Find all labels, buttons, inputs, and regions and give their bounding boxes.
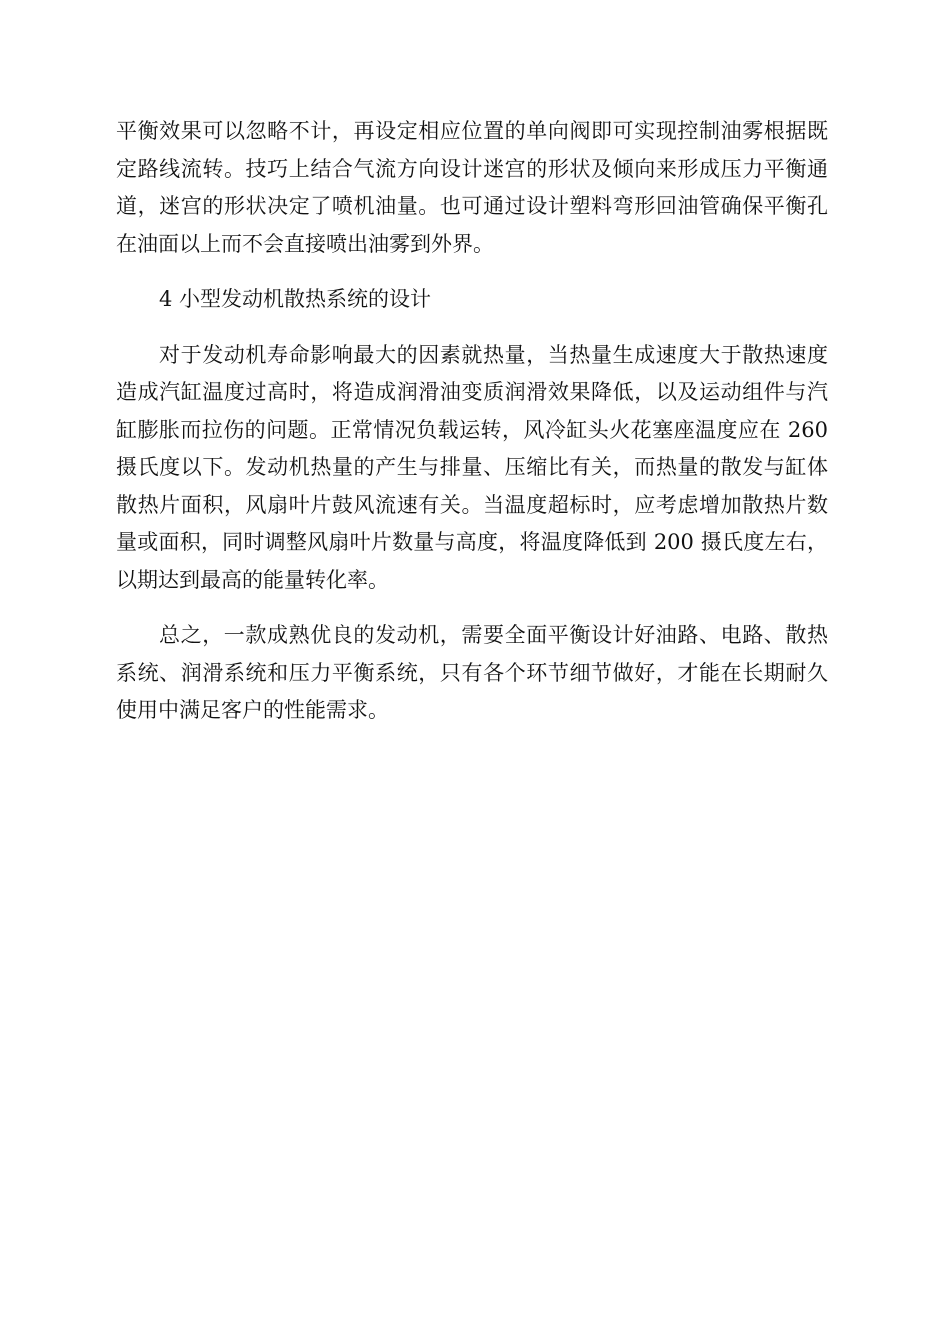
paragraph-continuation: 平衡效果可以忽略不计，再设定相应位置的单向阀即可实现控制油雾根据既定路线流转。技巧上结合气流方向设计迷宫的形状及倾向来形成压力平衡通道，迷宫的形状决定了喷机油量。也可通过设计塑料弯形回油管确保平衡孔在油面以上而不会直接喷出油雾到外界。 bbox=[116, 119, 828, 256]
paragraph-conclusion: 总之，一款成熟优良的发动机，需要全面平衡设计好油路、电路、散热系统、润滑系统和压力平衡系统，只有各个环节细节做好，才能在长期耐久使用中满足客户的性能需求。 bbox=[116, 623, 828, 722]
section-heading: 4 小型发动机散热系统的设计 bbox=[159, 287, 432, 311]
paragraph-cooling-system: 对于发动机寿命影响最大的因素就热量，当热量生成速度大于散热速度造成汽缸温度过高时，将造成润滑油变质润滑效果降低，以及运动组件与汽缸膨胀而拉伤的问题。正常情况负载运转，风冷缸头火花塞座温度应在 260 摄氏度以下。发动机热量的产生与排量、压缩比有关，而热量的散发与缸体散热片面积，风扇叶片鼓风流速有关。当温度超标时，应考虑增加散热片数量或面积，同时调整风扇叶片数量与高度，将温度降低到 200 摄氏度左右，以期达到最高的能量转化率。 bbox=[116, 342, 828, 592]
document-body bbox=[116, 113, 828, 730]
